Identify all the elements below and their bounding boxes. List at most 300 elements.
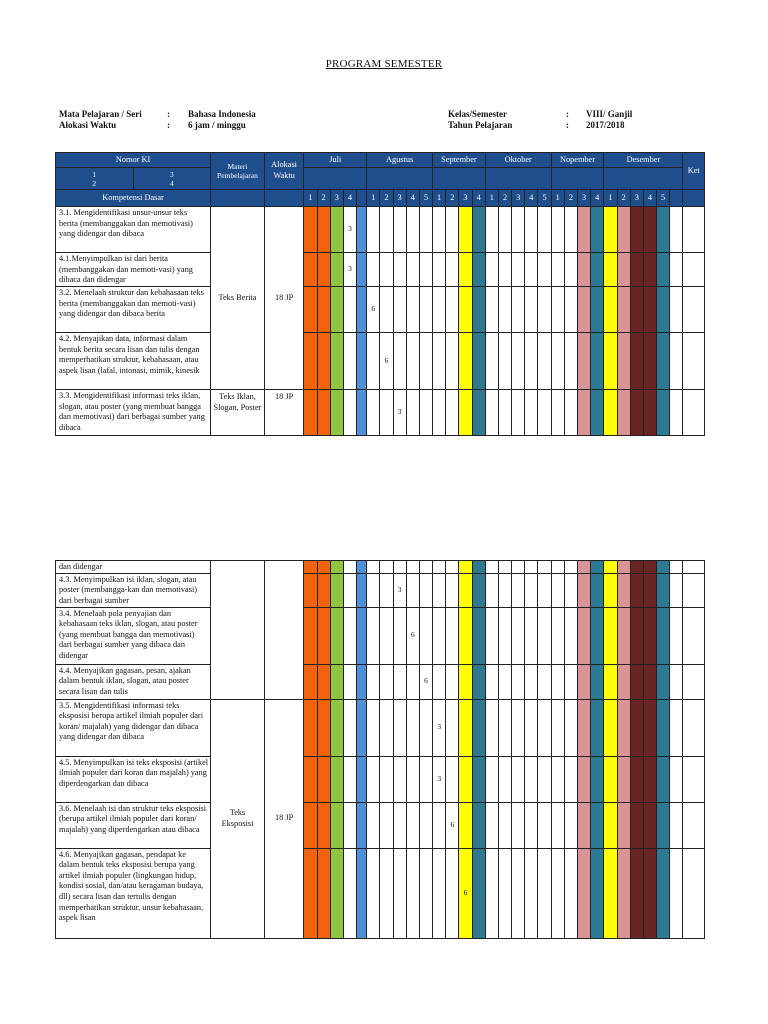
week-cell (485, 699, 498, 756)
week-number: 1 (433, 190, 446, 207)
week-cell (446, 756, 459, 802)
week-cell (472, 607, 485, 664)
week-cell (551, 802, 564, 848)
week-cell (538, 333, 551, 390)
week-cell (433, 390, 446, 436)
week-cell (630, 253, 643, 287)
week-cell (498, 756, 511, 802)
week-cell (380, 607, 393, 664)
week-cell (657, 664, 670, 699)
week-cell (525, 207, 538, 253)
week-number: 5 (419, 190, 432, 207)
week-cell (604, 802, 617, 848)
kompetensi-dasar-cell: 4.2. Menyajikan data, informasi dalam bentuk berita secara lisan dan tulis dengan memperhatikan struktur, kebahasaan, atau aspek lisan (lafal, intonasi, mimik, kinesik (56, 333, 211, 390)
week-cell (367, 253, 380, 287)
week-cell-mark: 6 (367, 287, 380, 333)
week-cell (643, 561, 656, 574)
week-cell (317, 207, 330, 253)
week-cell (604, 573, 617, 607)
week-number: 3 (393, 190, 406, 207)
week-cell (433, 848, 446, 938)
week-cell (551, 756, 564, 802)
week-cell (591, 390, 604, 436)
week-cell (343, 848, 356, 938)
week-cell (317, 287, 330, 333)
week-cell (472, 802, 485, 848)
alokasi-cell (264, 561, 304, 700)
week-cell (525, 607, 538, 664)
week-cell (498, 333, 511, 390)
week-cell (670, 333, 683, 390)
ki-sub-header (56, 168, 134, 190)
week-cell (604, 253, 617, 287)
week-cell (591, 699, 604, 756)
week-cell (525, 287, 538, 333)
week-cell (525, 390, 538, 436)
week-cell (578, 573, 591, 607)
week-cell (380, 207, 393, 253)
week-cell (617, 333, 630, 390)
kompetensi-dasar-cell: 4.5. Menyimpulkan isi teks eksposisi (artikel ilmiah populer dari koran dan majalah) yang diperdengarkan dan dibaca (56, 756, 211, 802)
kompetensi-dasar-cell: 4.6. Menyajikan gagasan, pendapat ke dalam bentuk teks eksposisi berupa yang artikel ilmiah populer (lingkungan hidup, kondisi sosial, dan/atau keragaman budaya, dll) secara lisan dan tertulis dengan memperhatikan struktur, unsur kebahasaan, aspek lisan (56, 848, 211, 938)
week-cell (459, 607, 472, 664)
table-row (56, 699, 705, 756)
week-cell (498, 607, 511, 664)
week-cell (330, 287, 343, 333)
ket-cell (683, 848, 705, 938)
ket-header: Ket (683, 153, 705, 190)
week-cell (643, 848, 656, 938)
week-spacer (357, 190, 367, 207)
week-cell (304, 287, 317, 333)
week-cell (367, 207, 380, 253)
alokasi-value: 6 jam / minggu (188, 120, 246, 130)
week-cell (380, 756, 393, 802)
week-cell (419, 607, 432, 664)
table-row (56, 848, 705, 938)
week-cell (604, 664, 617, 699)
week-cell (419, 253, 432, 287)
week-cell (512, 802, 525, 848)
page-title: PROGRAM SEMESTER (325, 58, 443, 70)
kelas-value: VIII/ Ganjil (586, 109, 633, 119)
week-cell (459, 561, 472, 574)
kelas-label: Kelas/Semester (448, 109, 507, 119)
alokasi-cell: 18 JP (264, 699, 304, 938)
week-cell (577, 253, 590, 287)
colon: : (566, 120, 569, 130)
week-cell (433, 287, 446, 333)
week-cell (591, 607, 604, 664)
week-cell (446, 664, 459, 699)
program-semester-table (55, 152, 705, 436)
week-cell (317, 848, 330, 938)
week-cell (357, 607, 367, 664)
week-cell (617, 848, 630, 938)
week-cell (317, 664, 330, 699)
week-cell-mark: 6 (406, 607, 419, 664)
week-cell (406, 573, 419, 607)
week-cell (472, 561, 485, 574)
materi-cell: Teks Berita (211, 207, 265, 390)
week-cell (604, 699, 617, 756)
table-row (56, 253, 705, 287)
week-number: 4 (591, 190, 604, 207)
week-cell (459, 699, 472, 756)
month-header: September (433, 153, 486, 168)
table-row (56, 287, 705, 333)
week-cell (591, 848, 604, 938)
table-row (56, 333, 705, 390)
week-cell (604, 287, 617, 333)
week-number: 5 (657, 190, 670, 207)
week-cell (367, 664, 380, 699)
week-cell (330, 253, 343, 287)
week-cell (564, 573, 577, 607)
week-cell (617, 699, 630, 756)
table-row (56, 756, 705, 802)
month-header: Desember (604, 153, 683, 168)
week-cell (512, 390, 525, 436)
week-cell-mark: 3 (343, 207, 356, 253)
week-cell (538, 253, 551, 287)
week-cell (330, 802, 343, 848)
week-cell (304, 333, 317, 390)
week-cell (472, 253, 485, 287)
week-cell (304, 756, 317, 802)
week-cell (657, 287, 670, 333)
week-cell (380, 573, 393, 607)
week-cell (380, 802, 393, 848)
week-cell (433, 253, 446, 287)
week-cell (657, 607, 670, 664)
week-cell (419, 756, 432, 802)
month-spacer (367, 168, 433, 190)
week-cell (343, 561, 356, 574)
week-cell (357, 561, 367, 574)
week-cell (393, 207, 406, 253)
week-cell (498, 207, 511, 253)
alokasi-header-blank (264, 190, 304, 207)
week-cell (330, 699, 343, 756)
week-cell (564, 802, 577, 848)
week-number: 4 (406, 190, 419, 207)
week-cell (643, 699, 656, 756)
week-cell (538, 573, 551, 607)
table-row (56, 390, 705, 436)
week-cell (459, 390, 472, 436)
week-cell (604, 390, 617, 436)
week-cell (564, 253, 577, 287)
week-cell (406, 664, 419, 699)
week-cell (419, 573, 432, 607)
mapel-value: Bahasa Indonesia (188, 109, 256, 119)
week-cell (538, 561, 551, 574)
week-cell (343, 573, 356, 607)
tahun-value: 2017/2018 (586, 120, 625, 130)
week-cell (630, 333, 643, 390)
week-cell (446, 561, 459, 574)
week-cell (459, 756, 472, 802)
week-cell (591, 287, 604, 333)
week-cell (525, 253, 538, 287)
alokasi-label: Alokasi Waktu (59, 120, 117, 130)
week-cell (670, 607, 683, 664)
week-cell (330, 848, 343, 938)
week-cell (343, 699, 356, 756)
week-cell (433, 573, 446, 607)
week-cell (551, 664, 564, 699)
week-cell (357, 664, 367, 699)
week-cell (357, 390, 367, 436)
week-cell (551, 699, 564, 756)
week-cell (330, 607, 343, 664)
week-cell (643, 253, 656, 287)
week-cell (604, 848, 617, 938)
week-cell (617, 756, 630, 802)
table-row (56, 573, 705, 607)
week-cell (367, 607, 380, 664)
week-cell (643, 333, 656, 390)
week-cell (578, 802, 591, 848)
week-cell (643, 573, 656, 607)
week-cell (657, 848, 670, 938)
week-cell (512, 333, 525, 390)
ket-header-blank (683, 190, 705, 207)
kd-header: Kompetensi Dasar (56, 190, 211, 207)
week-cell (577, 287, 590, 333)
week-cell (643, 802, 656, 848)
week-cell (643, 664, 656, 699)
week-number: 3 (630, 190, 643, 207)
week-cell (577, 333, 590, 390)
week-cell (446, 848, 459, 938)
week-cell (670, 561, 683, 574)
ket-cell (683, 287, 705, 333)
alokasi-cell: 18 JP (264, 390, 304, 436)
ki-2: 2 (92, 178, 97, 188)
week-cell (446, 607, 459, 664)
ket-cell (683, 802, 705, 848)
materi-header: Materi Pembelajaran (211, 153, 265, 190)
week-cell (357, 573, 367, 607)
table-row (56, 207, 705, 253)
program-semester-table-continued (55, 560, 705, 939)
ket-cell (683, 390, 705, 436)
week-cell (538, 607, 551, 664)
week-cell (485, 573, 498, 607)
week-cell (446, 207, 459, 253)
week-cell-mark: 3 (343, 253, 356, 287)
ki-3: 3 (169, 169, 174, 179)
kompetensi-dasar-cell: 4.4. Menyajikan gagasan, pesan, ajakan dalam bentuk iklan, slogan, atau poster secara lisan dan tulis (56, 664, 211, 699)
week-cell (406, 848, 419, 938)
week-cell (617, 561, 630, 574)
kompetensi-dasar-cell: 4.1.Menyimpulkan isi dari berita (membanggakan dan memoti-vasi) yang dibaca dan didengar (56, 253, 211, 287)
kompetensi-dasar-cell: 3.6. Menelaah isi dan struktur teks eksposisi (berupa artikel ilmiah populer dari koran/ majalah) yang diperdengarkan atau dibaca (56, 802, 211, 848)
week-cell (330, 333, 343, 390)
week-cell (367, 573, 380, 607)
week-cell (498, 848, 511, 938)
week-cell (433, 561, 446, 574)
ket-cell (683, 699, 705, 756)
week-cell (498, 573, 511, 607)
kompetensi-dasar-cell: 3.2. Menelaah struktur dan kebahasaan teks berita (membanggakan dan memoti-vasi) yang didengar dan dibaca berita (56, 287, 211, 333)
week-cell (630, 561, 643, 574)
week-cell (643, 207, 656, 253)
week-cell (525, 802, 538, 848)
week-cell (564, 207, 577, 253)
week-cell (317, 253, 330, 287)
week-cell (317, 802, 330, 848)
ki-4: 4 (169, 178, 174, 188)
week-cell (459, 287, 472, 333)
materi-cell (211, 561, 265, 700)
week-cell (670, 848, 683, 938)
week-cell (591, 802, 604, 848)
week-spacer (670, 190, 683, 207)
week-cell (393, 287, 406, 333)
mapel-label: Mata Pelajaran / Seri (59, 109, 142, 119)
week-cell (380, 287, 393, 333)
week-cell (317, 390, 330, 436)
week-number: 1 (304, 190, 317, 207)
week-cell (419, 802, 432, 848)
week-cell (670, 756, 683, 802)
table-row (56, 802, 705, 848)
kompetensi-dasar-cell: 3.3. Mengidentifikasi informasi teks iklan, slogan, atau poster (yang membuat bangga dan memotivasi) dari berbagai sumber yang dibaca (56, 390, 211, 436)
week-cell (343, 756, 356, 802)
week-cell (330, 573, 343, 607)
week-cell (498, 664, 511, 699)
week-cell (630, 848, 643, 938)
ket-cell (683, 607, 705, 664)
week-cell (317, 756, 330, 802)
week-cell (577, 390, 590, 436)
week-cell (343, 390, 356, 436)
week-cell (357, 756, 367, 802)
week-cell (630, 207, 643, 253)
week-number: 4 (643, 190, 656, 207)
week-cell (617, 607, 630, 664)
week-cell (406, 253, 419, 287)
week-cell (304, 664, 317, 699)
week-cell (317, 573, 330, 607)
week-cell (472, 390, 485, 436)
week-cell (380, 390, 393, 436)
week-cell (357, 287, 367, 333)
week-cell (433, 664, 446, 699)
table-row (56, 607, 705, 664)
week-cell (643, 756, 656, 802)
week-cell (643, 390, 656, 436)
week-cell (446, 699, 459, 756)
week-cell (459, 253, 472, 287)
week-cell (630, 756, 643, 802)
week-cell (617, 287, 630, 333)
week-cell (604, 561, 617, 574)
materi-cell: Teks Iklan, Slogan, Poster (211, 390, 265, 436)
week-cell (498, 253, 511, 287)
week-number: 3 (512, 190, 525, 207)
week-cell (343, 287, 356, 333)
month-header: Juli (304, 153, 367, 168)
colon: : (167, 109, 170, 119)
week-cell (357, 207, 367, 253)
week-cell (591, 333, 604, 390)
week-cell (419, 287, 432, 333)
kompetensi-dasar-cell: 4.3. Menyimpulkan isi iklan, slogan, atau poster (membangga-kan dan memotivasi) dari berbagai sumber (56, 573, 211, 607)
week-cell-mark: 6 (419, 664, 432, 699)
week-cell (498, 561, 511, 574)
week-cell (564, 561, 577, 574)
week-cell-mark: 3 (433, 756, 446, 802)
week-cell (591, 253, 604, 287)
week-number: 4 (472, 190, 485, 207)
tahun-label: Tahun Pelajaran (448, 120, 513, 130)
week-cell (591, 664, 604, 699)
week-cell (670, 390, 683, 436)
week-cell (393, 333, 406, 390)
week-cell (393, 802, 406, 848)
ket-cell (683, 561, 705, 574)
week-cell (551, 253, 564, 287)
week-cell (304, 848, 317, 938)
week-cell (512, 287, 525, 333)
week-cell (406, 333, 419, 390)
week-cell (406, 802, 419, 848)
week-cell (657, 573, 670, 607)
week-cell (367, 756, 380, 802)
week-cell (472, 207, 485, 253)
week-cell (551, 848, 564, 938)
week-cell (446, 390, 459, 436)
week-cell (657, 699, 670, 756)
week-cell (525, 561, 538, 574)
materi-header-blank (211, 190, 265, 207)
week-cell (512, 253, 525, 287)
week-cell (446, 333, 459, 390)
week-cell (551, 607, 564, 664)
ket-cell (683, 333, 705, 390)
week-cell (459, 573, 472, 607)
week-cell (419, 333, 432, 390)
week-cell (670, 699, 683, 756)
week-cell (380, 561, 393, 574)
week-cell (538, 802, 551, 848)
week-cell (512, 756, 525, 802)
colon: : (566, 109, 569, 119)
week-cell (525, 848, 538, 938)
week-cell (304, 561, 317, 574)
week-cell (630, 287, 643, 333)
week-cell (317, 699, 330, 756)
week-cell (343, 333, 356, 390)
week-cell (538, 287, 551, 333)
week-cell-mark: 3 (433, 699, 446, 756)
week-cell (304, 253, 317, 287)
week-cell (304, 802, 317, 848)
week-cell (630, 699, 643, 756)
week-cell (406, 561, 419, 574)
week-cell (393, 848, 406, 938)
materi-cell: Teks Eksposisi (211, 699, 265, 938)
week-cell (538, 756, 551, 802)
week-cell (512, 573, 525, 607)
week-cell (330, 664, 343, 699)
week-cell (657, 333, 670, 390)
week-cell (485, 664, 498, 699)
